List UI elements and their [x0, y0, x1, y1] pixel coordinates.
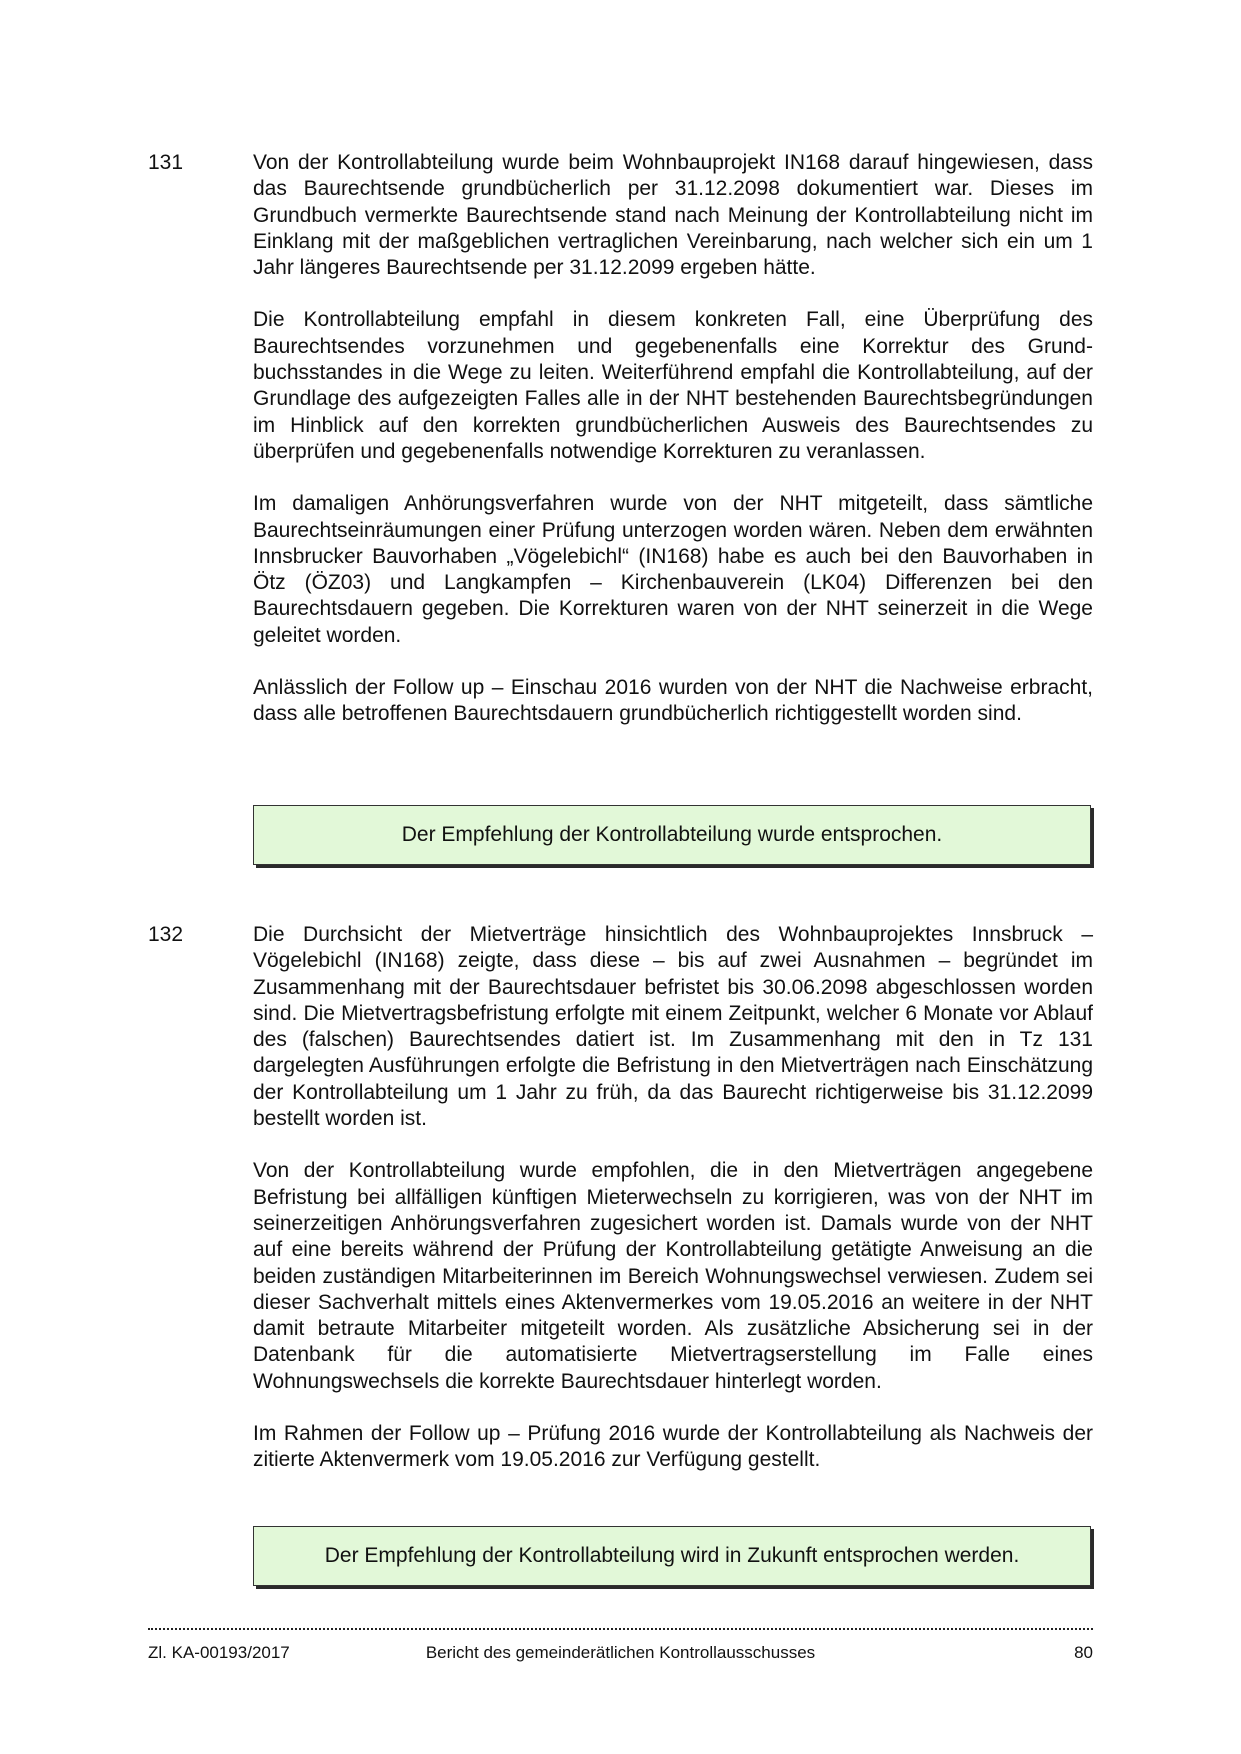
footer-title: Bericht des gemeinderätlichen Kontrollausschusses — [425, 1643, 816, 1662]
paragraph: Im Rahmen der Follow up – Prüfung 2016 wurde der Kontrollabteilung als Nachweis der zitierte Aktenvermerk vom 19.05.2016 zur Verfügung gestellt. — [253, 1422, 1093, 1472]
tz-body — [253, 922, 1093, 1500]
footer-divider — [148, 1628, 1093, 1630]
tz-body — [253, 150, 1093, 754]
verdict-box-131: Der Empfehlung der Kontrollabteilung wurde entsprochen. — [253, 805, 1091, 865]
paragraph: Anlässlich der Follow up – Einschau 2016 wurden von der NHT die Nachweise erbracht, dass alle betroffenen Baurechtsdauern grundbücherlich richtiggestellt worden sind. — [253, 676, 1093, 726]
footer-page-number: 80 — [1074, 1643, 1093, 1662]
verdict-box-132: Der Empfehlung der Kontrollabteilung wird in Zukunft entsprochen werden. — [253, 1526, 1091, 1586]
paragraph: Im damaligen Anhörungsverfahren wurde von der NHT mitgeteilt, dass sämtliche Baurechtseinräumungen einer Prüfung unterzogen worden wären. Neben dem erwähnten Innsbrucker Bauvorhaben „Vögelebichl“ (IN168) habe es auch bei den Bauvorhaben in Ötz (ÖZ03) und Langkampfen – Kirchenbauverein (LK04) Differenzen bei den Baurechtsdauern gegeben. Die Korrekturen waren von der NHT seinerzeit in die Wege geleitet worden. — [253, 492, 1093, 647]
tz-number: 131 — [148, 151, 184, 174]
paragraph: Von der Kontrollabteilung wurde beim Wohnbauprojekt IN168 darauf hingewiesen, dass das Baurechtsende grundbücherlich per 31.12.2098 dokumentiert war. Dieses im Grundbuch vermerkte Baurechtsende stand nach Meinung der Kontrollabteilung nicht im Einklang mit der maßgeblichen vertraglichen Vereinbarung, nach welcher sich ein um 1 Jahr längeres Baurechtsende per 31.12.2099 ergeben hätte. — [253, 151, 1093, 280]
paragraph: Von der Kontrollabteilung wurde empfohlen, die in den Mietverträgen angegebene Befristung bei allfälligen künftigen Mieterwechseln zu korrigieren, was von der NHT im seinerzeitigen Anhörungsverfahren zugesichert worden ist. Damals wurde von der NHT auf eine bereits während der Prüfung der Kontrollabteilung getätigte Anweisung an die beiden zuständigen Mitarbeiterinnen im Bereich Wohnungswechsel verwiesen. Zudem sei dieser Sachverhalt mittels eines Aktenvermerkes vom 19.05.2016 an weitere in der NHT damit betraute Mitarbeiter mitgeteilt worden. Als zusätzliche Absicherung sei in der Datenbank für die automatisierte Mietvertragserstellung im Falle eines Wohnungswechsels die korrekte Baurechtsdauer hinterlegt worden. — [253, 1159, 1093, 1393]
footer-reference: Zl. KA-00193/2017 — [148, 1643, 290, 1662]
paragraph: Die Kontrollabteilung empfahl in diesem konkreten Fall, eine Überprüfung des Baurechtsendes vorzunehmen und gegebenenfalls eine Korrektur des Grundbuchsstandes in die Wege zu leiten. Weiterführend empfahl die Kontrollabteilung, auf der Grundlage des aufgezeigten Falles alle in der NHT bestehenden Baurechtsbegründungen im Hinblick auf den korrekten grundbücherlichen Ausweis des Baurechtsendes zu überprüfen und gegebenenfalls notwendige Korrekturen zu veranlassen. — [253, 308, 1093, 463]
tz-number: 132 — [148, 923, 184, 946]
paragraph: Die Durchsicht der Mietverträge hinsichtlich des Wohnbauprojektes Innsbruck – Vögelebichl (IN168) zeigte, dass diese – bis auf zwei Ausnahmen – begründet im Zusammenhang mit der Baurechtsdauer befristet bis 30.06.2098 abgeschlossen worden sind. Die Mietvertragsbefristung erfolgte mit einem Zeitpunkt, welcher 6 Monate vor Ablauf des (falschen) Baurechtsendes datiert ist. Im Zusammenhang mit den in Tz 131 dargelegten Ausführungen erfolgte die Befristung in den Mietverträgen nach Einschätzung der Kontrollabteilung um 1 Jahr zu früh, da das Baurecht richtigerweise bis 31.12.2099 bestellt worden ist. — [253, 923, 1093, 1131]
